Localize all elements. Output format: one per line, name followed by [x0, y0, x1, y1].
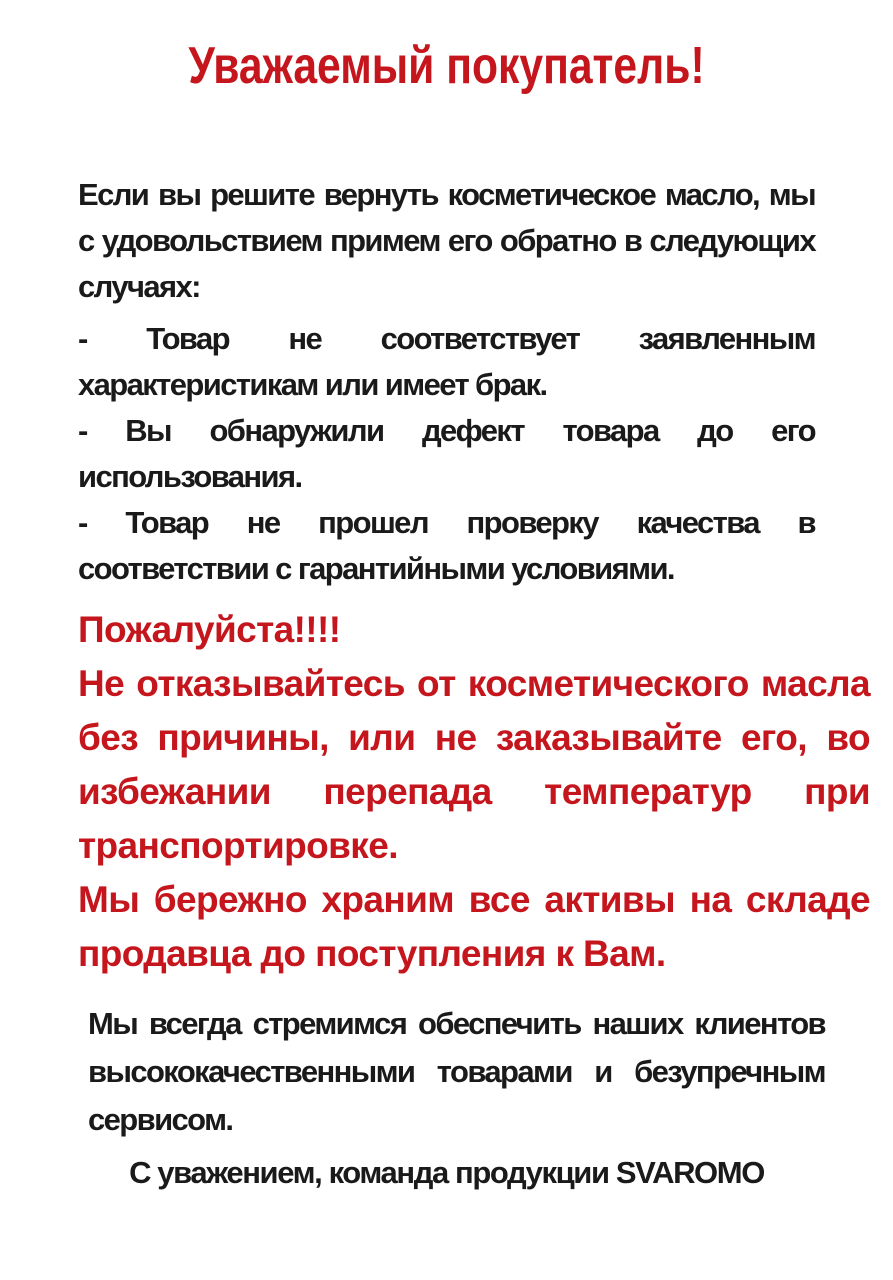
condition-item: - Товар не соответствует заявленным характеристикам или имеет брак. [78, 321, 815, 402]
page-title: Уважаемый покупатель! [188, 37, 705, 95]
condition-item: - Вы обнаружили дефект товара до его использования. [78, 413, 815, 494]
signature: С уважением, команда продукции SVAROMO [129, 1155, 764, 1190]
closing-paragraph: Мы всегда стремимся обеспечить наших клиентов высококачественными товарами и безупречным сервисом. [88, 1006, 825, 1137]
plea-line: Мы бережно храним все активы на складе продавца до поступления к Вам. [78, 879, 870, 974]
conditions-list [78, 316, 815, 592]
plea-heading: Пожалуйста!!!! [78, 609, 341, 650]
plea-line: Не отказывайтесь от косметического масла без причины, или не заказывайте его, во избежании перепада температур при транспортировке. [78, 663, 870, 866]
plea-block [78, 603, 870, 981]
intro-paragraph: Если вы решите вернуть косметическое масло, мы с удовольствием примем его обратно в следующих случаях: [78, 177, 815, 304]
condition-item: - Товар не прошел проверку качества в соответствии с гарантийными условиями. [78, 505, 815, 586]
